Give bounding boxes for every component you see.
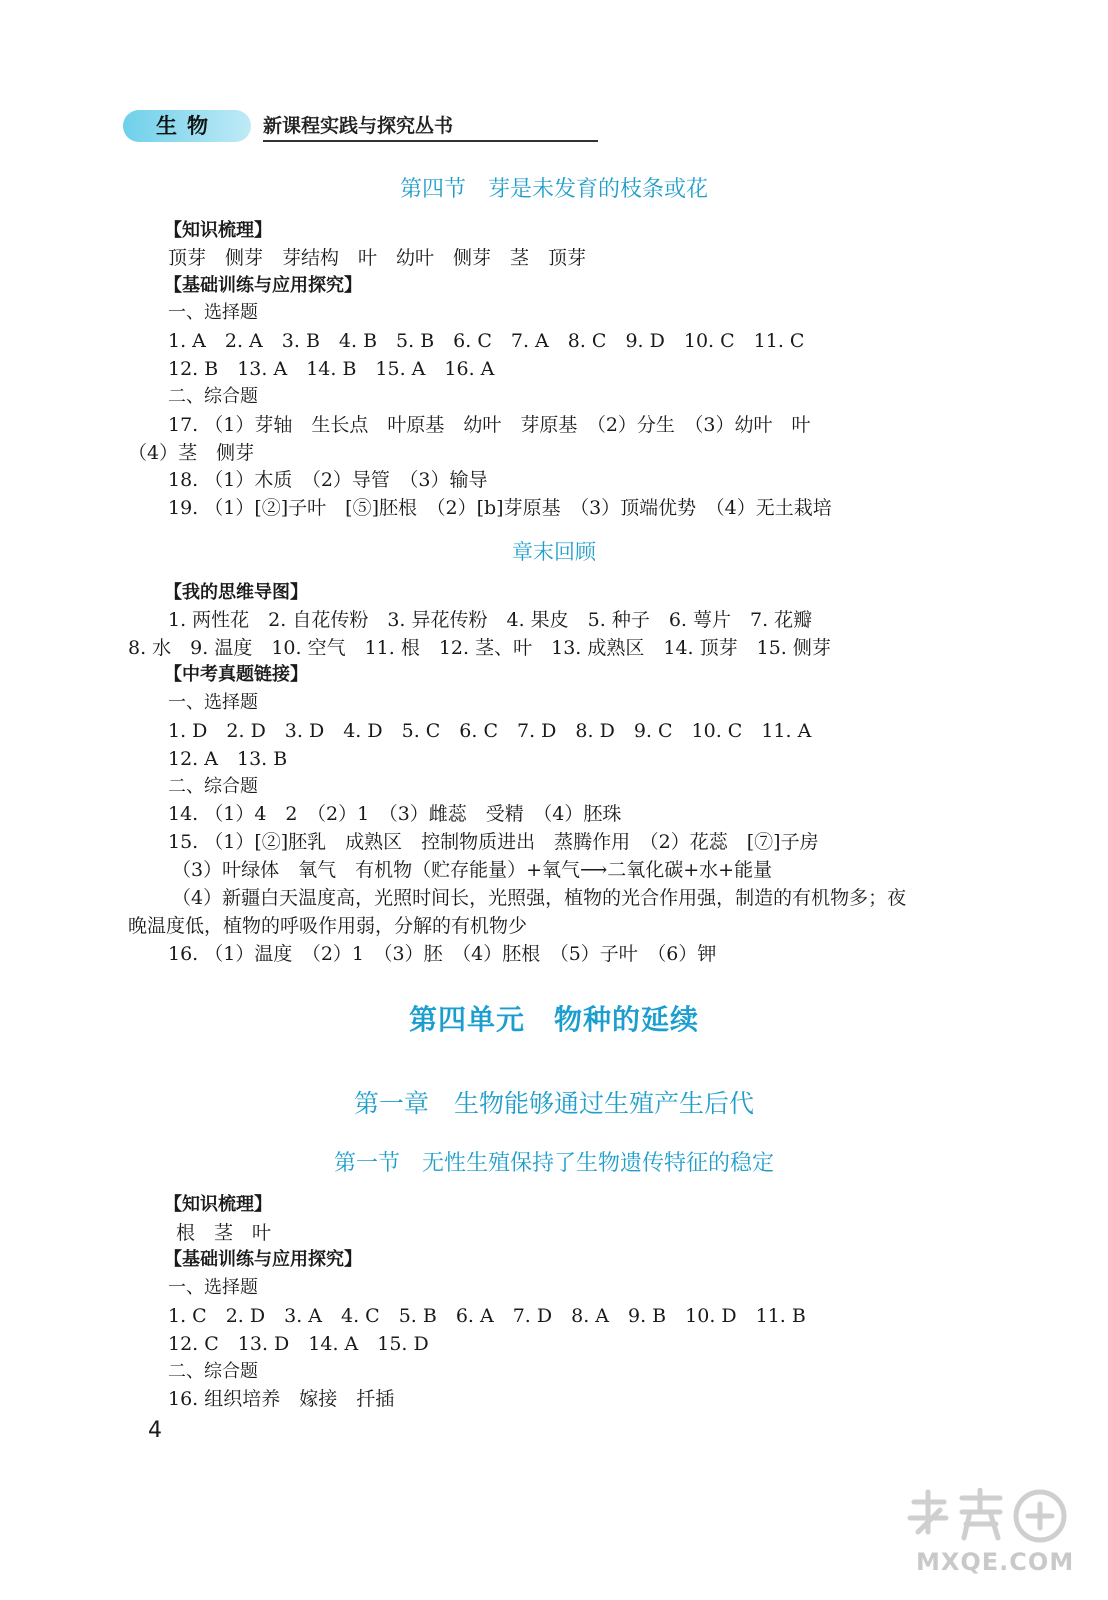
series-title: 新课程实践与探究丛书: [263, 115, 454, 137]
answer-line: 晚温度低，植物的呼吸作用弱，分解的有机物少: [128, 915, 528, 937]
answer-line: 16. 组织培养 嫁接 扦插: [168, 1388, 395, 1410]
choice-answers-row: 12. C 13. D 14. A 15. D: [168, 1333, 429, 1355]
choice-label: 一、选择题: [168, 692, 258, 713]
subject-tag: 生物: [123, 110, 251, 142]
comprehensive-label: 二、综合题: [168, 776, 258, 797]
comprehensive-label: 二、综合题: [168, 1361, 258, 1382]
knowledge-label: 【知识梳理】: [164, 1194, 272, 1215]
page-number: 4: [148, 1418, 162, 1443]
header-underline: [263, 140, 598, 142]
knowledge-answers: 顶芽 侧芽 芽结构 叶 幼叶 侧芽 茎 顶芽: [168, 247, 587, 269]
basic-training-label: 【基础训练与应用探究】: [164, 1249, 362, 1270]
chapter-title: 第一章 生物能够通过生殖产生后代: [353, 1089, 754, 1118]
exam-link-label: 【中考真题链接】: [164, 664, 308, 685]
watermark-text: MXQE.COM: [916, 1548, 1075, 1576]
answer-line: （4）新疆白天温度高，光照时间长，光照强，植物的光合作用强，制造的有机物多；夜: [172, 887, 907, 909]
answer-line: 15. （1）[②]胚乳 成熟区 控制物质进出 蒸腾作用 （2）花蕊 [⑦]子房: [168, 831, 819, 853]
section-title: 第一节 无性生殖保持了生物遗传特征的稳定: [333, 1151, 774, 1176]
mind-map-answers-row: 1. 两性花 2. 自花传粉 3. 异花传粉 4. 果皮 5. 种子 6. 萼片 7. 花瓣: [168, 609, 813, 631]
choice-answers-row: 12. A 13. B: [168, 748, 288, 770]
unit-title: 第四单元 物种的延续: [408, 1003, 699, 1036]
answer-line: 14. （1）4 2 （2）1 （3）雌蕊 受精 （4）胚珠: [168, 803, 622, 825]
choice-answers-row: 12. B 13. A 14. B 15. A 16. A: [168, 358, 495, 380]
choice-answers-row: 1. A 2. A 3. B 4. B 5. B 6. C 7. A 8. C 9. D 10. C 11. C: [168, 330, 805, 352]
knowledge-label: 【知识梳理】: [164, 220, 272, 241]
answer-line: 16. （1）温度 （2）1 （3）胚 （4）胚根 （5）子叶 （6）钾: [168, 943, 717, 965]
answer-line: 18. （1）木质 （2）导管 （3）输导: [168, 469, 488, 491]
review-title: 章末回顾: [512, 540, 596, 564]
choice-label: 一、选择题: [168, 302, 258, 323]
comprehensive-label: 二、综合题: [168, 386, 258, 407]
section-title: 第四节 芽是未发育的枝条或花: [399, 177, 708, 202]
mind-map-answers-row: 8. 水 9. 温度 10. 空气 11. 根 12. 茎、叶 13. 成熟区 14. 顶芽 15. 侧芽: [128, 637, 831, 659]
answer-line: 17. （1）芽轴 生长点 叶原基 幼叶 芽原基 （2）分生 （3）幼叶 叶: [168, 414, 811, 436]
answer-line: 19. （1）[②]子叶 [⑤]胚根 （2）[b]芽原基 （3）顶端优势 （4）无土栽培: [168, 497, 832, 519]
choice-label: 一、选择题: [168, 1277, 258, 1298]
knowledge-answers: 根 茎 叶: [176, 1222, 272, 1244]
choice-answers-row: 1. D 2. D 3. D 4. D 5. C 6. C 7. D 8. D 9. C 10. C 11. A: [168, 720, 812, 742]
answer-line: （4）茎 侧芽: [128, 442, 255, 464]
basic-training-label: 【基础训练与应用探究】: [164, 275, 362, 296]
mind-map-label: 【我的思维导图】: [164, 582, 308, 603]
choice-answers-row: 1. C 2. D 3. A 4. C 5. B 6. A 7. D 8. A 9. B 10. D 11. B: [168, 1305, 806, 1327]
answer-line: （3）叶绿体 氧气 有机物（贮存能量）+氧气⟶二氧化碳+水+能量: [172, 859, 773, 881]
